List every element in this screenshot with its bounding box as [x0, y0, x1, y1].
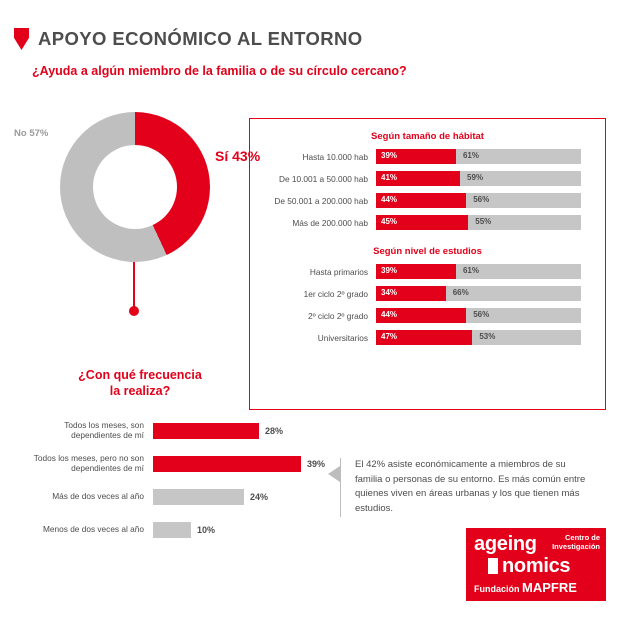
bar-segment: [153, 456, 301, 472]
bar-segment-si: [376, 330, 472, 345]
bar-value-si: 47%: [381, 332, 398, 341]
frequency-title: [60, 368, 220, 399]
callout-arrow-icon: [328, 466, 340, 482]
breakdown-panel: [249, 118, 606, 410]
bar-value: 24%: [250, 492, 269, 502]
bar-value-no: 55%: [475, 217, 492, 226]
bar-value-si: 39%: [381, 266, 398, 275]
bar-segment-no: [466, 308, 581, 323]
table-row: [250, 149, 605, 164]
bar-segment: [153, 522, 191, 538]
bar-segment-si: [376, 215, 468, 230]
donut-chart: [60, 112, 210, 262]
bar-segment-no: [456, 264, 581, 279]
bar-category-label: Más de dos veces al año: [52, 491, 144, 502]
bar-category-label: Todos los meses, son dependientes de mí: [64, 420, 144, 440]
bar-value: 39%: [307, 459, 326, 469]
logo-line1: ageing: [474, 533, 537, 555]
bar-category-label: De 10.001 a 50.000 hab: [278, 173, 368, 184]
habitat-section-title: Según tamaño de hábitat: [371, 131, 484, 142]
bar-value-no: 61%: [462, 151, 479, 160]
bar-value-si: 34%: [381, 288, 398, 297]
bar-value-si: 45%: [381, 217, 398, 226]
bar-segment-no: [472, 330, 581, 345]
bar-segment-si: [376, 193, 466, 208]
studies-section-title: Según nivel de estudios: [373, 246, 482, 257]
callout: [340, 458, 592, 517]
table-row: [250, 193, 605, 208]
connector-dot: [129, 306, 139, 316]
logo-mark: [488, 558, 498, 574]
logo-fundacion: Fundación: [474, 584, 522, 594]
callout-text: El 42% asiste económicamente a miembros de su familia o personas de su entorno. Es más común entre quienes viven en áreas urbanas y los que tienen más estudios.: [340, 458, 592, 517]
bar-segment-si: [376, 308, 466, 323]
bar-segment-no: [456, 149, 581, 164]
bar-segment-no: [446, 286, 581, 301]
bar-segment-si: [376, 149, 456, 164]
stacked-bar: [376, 264, 581, 279]
bar-value-no: 59%: [467, 173, 484, 182]
logo-line3: [474, 580, 577, 595]
bar-category-label: Universitarios: [317, 332, 368, 343]
stacked-bar: [376, 193, 581, 208]
bar-category-label: Todos los meses, pero no son dependientes de mí: [33, 453, 144, 473]
bar-value-no: 61%: [462, 266, 479, 275]
table-row: [250, 215, 605, 230]
stacked-bar: [376, 215, 581, 230]
donut-label-si-text: Sí: [215, 148, 229, 164]
list-item: [14, 486, 334, 508]
bar-segment-no: [466, 193, 581, 208]
logo: [466, 528, 606, 601]
bar-segment: [153, 423, 259, 439]
donut-label-no-text: No: [14, 128, 27, 139]
stacked-bar: [376, 330, 581, 345]
bar-category-label: Hasta primarios: [309, 266, 368, 277]
connector-line: [133, 262, 135, 310]
bar-segment-si: [376, 264, 456, 279]
logo-mapfre: MAPFRE: [522, 580, 577, 595]
stacked-bar: [376, 149, 581, 164]
donut-ring: [60, 112, 210, 262]
bar-value-no: 56%: [473, 195, 490, 204]
bar-value-si: 39%: [381, 151, 398, 160]
frequency-title-line2: la realiza?: [109, 383, 171, 398]
bar-category-label: 2º ciclo 2º grado: [307, 310, 368, 321]
donut-value-si: 43%: [232, 148, 261, 164]
bar-segment-si: [376, 286, 446, 301]
logo-centro-text: Centro de Investigación: [552, 533, 600, 551]
bar-value: 10%: [197, 525, 216, 535]
list-item: [14, 519, 334, 541]
table-row: [250, 286, 605, 301]
frequency-chart: [14, 420, 334, 552]
bar-value-no: 66%: [452, 288, 469, 297]
table-row: [250, 171, 605, 186]
page-title: APOYO ECONÓMICO AL ENTORNO: [38, 28, 363, 49]
frequency-title-line1: ¿Con qué frecuencia: [78, 368, 202, 382]
donut-value-no: 57%: [29, 128, 49, 139]
bar-segment-no: [468, 215, 581, 230]
bar-category-label: Hasta 10.000 hab: [302, 151, 368, 162]
table-row: [250, 308, 605, 323]
survey-question: ¿Ayuda a algún miembro de la familia o de su círculo cercano?: [32, 64, 407, 78]
bar-value-si: 41%: [381, 173, 398, 182]
list-item: [14, 453, 334, 475]
header: [14, 28, 363, 50]
bar-value-no: 56%: [473, 310, 490, 319]
logo-line2: nomics: [502, 555, 571, 577]
bar-segment-si: [376, 171, 460, 186]
bar-segment-no: [460, 171, 581, 186]
table-row: [250, 330, 605, 345]
stacked-bar: [376, 171, 581, 186]
bar-category-label: De 50.001 a 200.000 hab: [274, 195, 368, 206]
bar-category-label: Menos de dos veces al año: [42, 524, 144, 535]
list-item: [14, 420, 334, 442]
donut-label-no: [14, 128, 48, 139]
bar-value-si: 44%: [381, 310, 398, 319]
bar-segment: [153, 489, 244, 505]
stacked-bar: [376, 286, 581, 301]
table-row: [250, 264, 605, 279]
stacked-bar: [376, 308, 581, 323]
chevron-down-icon: [14, 28, 29, 50]
bar-value-si: 44%: [381, 195, 398, 204]
bar-value: 28%: [265, 426, 284, 436]
bar-category-label: Más de 200.000 hab: [292, 217, 368, 228]
bar-value-no: 53%: [479, 332, 496, 341]
bar-category-label: 1er ciclo 2º grado: [303, 288, 368, 299]
